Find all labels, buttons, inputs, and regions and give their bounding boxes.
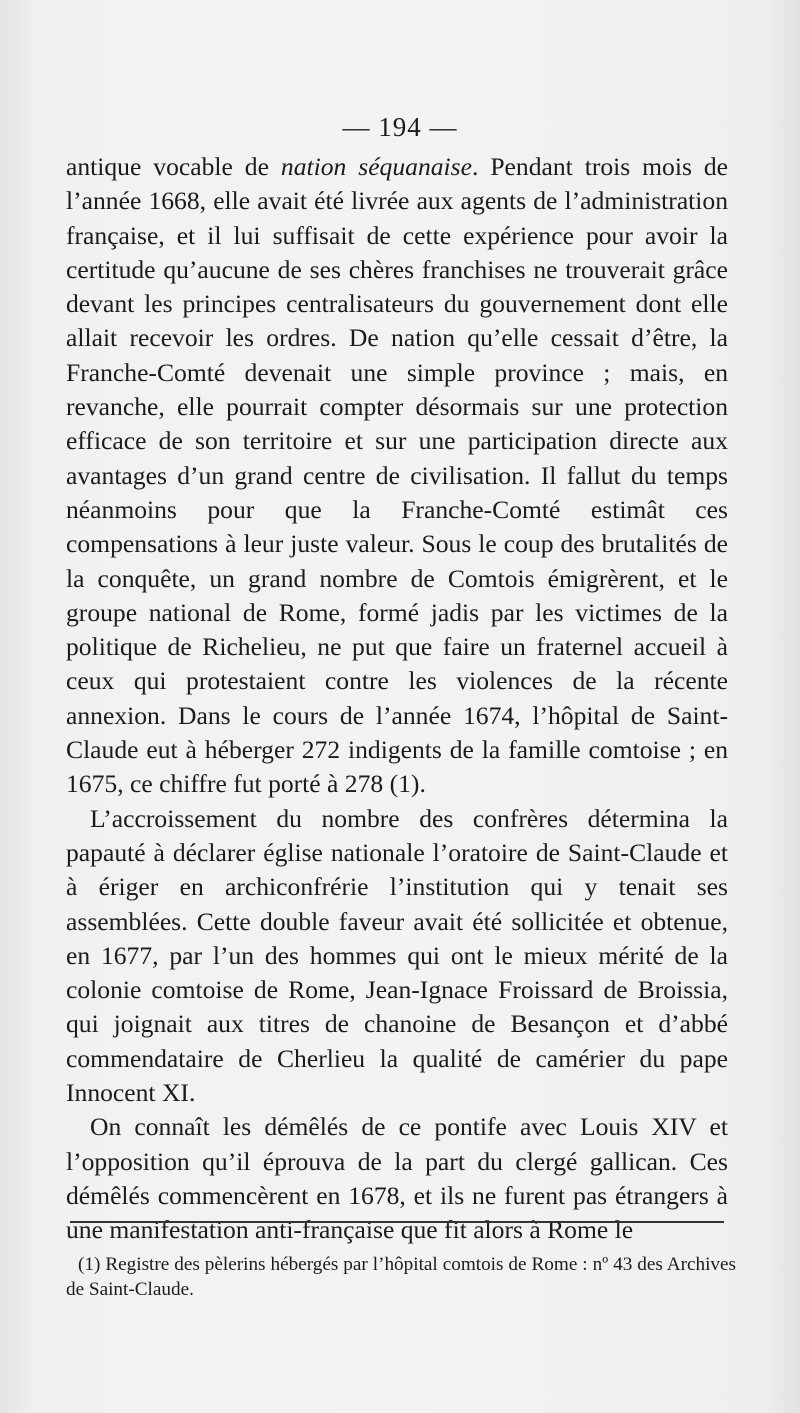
page-number: — 194 — [342, 112, 458, 142]
paragraph-1 [66, 150, 728, 802]
paragraph-1-start: antique vocable de [66, 152, 281, 181]
italic-phrase: nation séquanaise [280, 152, 472, 181]
paragraph-2: L’accroissement du nombre des confrères détermina la papauté à déclarer église nationale l’oratoire de Saint-Claude et à ériger en archiconfrérie l’institution qui y tenait ses assemblées. Cette double faveur avait été sollicitée et obtenue, en 1677, par l’un des hommes qui ont le mieux mérité de la colonie comtoise de Rome, Jean-Ignace Froissard de Broissia, qui joignait aux titres de chanoine de Besançon et d’abbé commendataire de Cherlieu la qualité de camérier du pape Innocent XI. [66, 803, 728, 1108]
body-text [66, 150, 728, 1248]
footnote-divider [70, 1221, 724, 1223]
paragraph-3: On connaît les démêlés de ce pontife avec Louis XIV et l’opposition qu’il éprouva de la part du clergé gallican. Ces démêlés commencèrent en 1678, et ils ne furent pas étrangers à une manifestation anti-française que fit alors à Rome le [66, 1112, 728, 1245]
footnote-text: (1) Registre des pèlerins hébergés par l’hôpital comtois de Rome : nº 43 des Archives de Saint-Claude. [66, 1254, 736, 1300]
footnote [66, 1252, 736, 1302]
paragraph-1-rest: . Pendant trois mois de l’année 1668, elle avait été livrée aux agents de l’administration française, et il lui suffisait de cette expérience pour avoir la certitude qu’aucune de ses chères franchises ne trouverait grâce devant les principes centralisateurs du gouvernement dont elle allait recevoir les ordres. De nation qu’elle cessait d’être, la Franche-Comté devenait une simple province ; mais, en revanche, elle pourrait compter désormais sur une protection efficace de son territoire et sur une participation directe aux avantages d’un grand centre de civilisation. Il fallut du temps néanmoins pour que la Franche-Comté estimât ces compensations à leur juste valeur. Sous le coup des brutalités de la conquête, un grand nombre de Comtois émigrèrent, et le groupe national de Rome, formé jadis par les victimes de la politique de Richelieu, ne put que faire un fraternel accueil à ceux qui protestaient contre les violences de la récente annexion. Dans le cours de l’année 1674, l’hôpital de Saint-Claude eut à héberger 272 indigents de la famille comtoise ; en 1675, ce chiffre fut porté à 278 (1). [66, 152, 729, 799]
